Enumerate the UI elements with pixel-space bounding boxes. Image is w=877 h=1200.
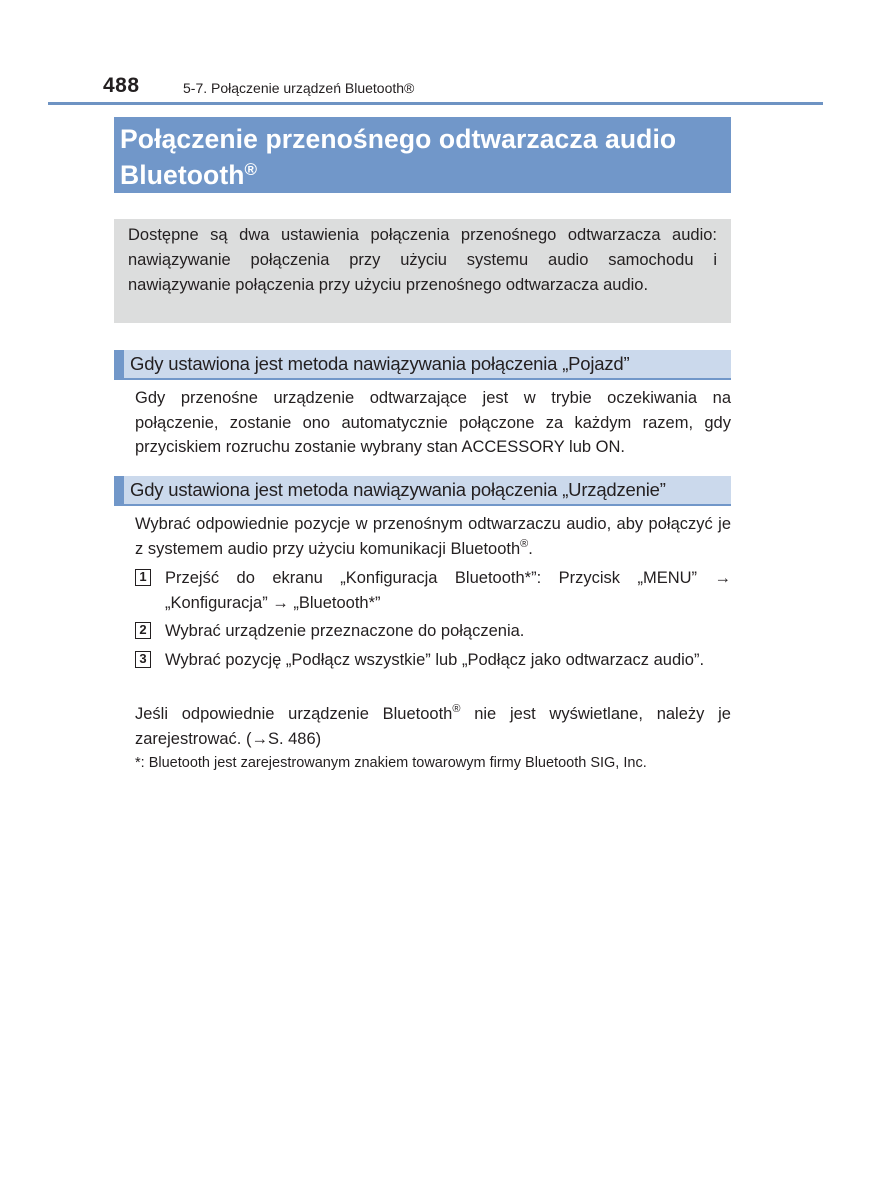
- title-band: [114, 117, 731, 193]
- step-text: Wybrać pozycję „Podłącz wszystkie” lub „Podłącz jako odtwarzacz audio”.: [165, 651, 705, 669]
- running-header: 5-7. Połączenie urządzeń Bluetooth®: [183, 80, 415, 96]
- heading-device-mode: Gdy ustawiona jest metoda nawiązywania połączenia „Urządzenie”: [114, 476, 731, 506]
- device-mode-text-main: Wybrać odpowiednie pozycje w przenośnym odtwarzaczu audio, aby połączyć je z systemem audio przy użyciu komunikacji Bluetooth: [135, 515, 731, 558]
- page-title-line2: Bluetooth: [120, 160, 245, 190]
- step-3: [135, 648, 731, 673]
- header-rule: [48, 102, 823, 105]
- step-1: [135, 566, 731, 615]
- step-text: Przejść do ekranu „Konfiguracja Bluetooth*”: Przycisk „MENU” → „Konfiguracja” → „Bluetooth*”: [165, 569, 731, 612]
- registered-mark: ®: [244, 160, 258, 179]
- registered-mark: ®: [452, 703, 461, 715]
- vehicle-mode-text: Gdy przenośne urządzenie odtwarzające jest w trybie oczekiwania na połączenie, zostanie ono automatycznie połączone za każdym razem, gdy przyciskiem rozruchu zostanie wybrany stan ACCESSORY lub ON.: [135, 389, 731, 456]
- intro-box: [114, 219, 731, 323]
- page-title: [120, 121, 731, 193]
- heading-vehicle-mode: Gdy ustawiona jest metoda nawiązywania połączenia „Pojazd”: [114, 350, 731, 380]
- page-number: 488: [103, 74, 140, 97]
- step-2: [135, 619, 731, 644]
- device-mode-text: [135, 512, 731, 561]
- step-number: 1: [135, 569, 151, 586]
- step-number: 3: [135, 651, 151, 668]
- step-text: Wybrać urządzenie przeznaczone do połączenia.: [165, 622, 525, 640]
- device-mode-text-end: .: [528, 539, 533, 558]
- trademark-footnote: *: Bluetooth jest zarejestrowanym znakiem towarowym firmy Bluetooth SIG, Inc.: [135, 755, 647, 771]
- page-title-line1: Połączenie przenośnego odtwarzacza audio: [120, 124, 677, 154]
- intro-text: Dostępne są dwa ustawienia połączenia przenośnego odtwarzacza audio: nawiązywanie połączenia przy użyciu systemu audio samochodu i nawiązywanie połączenia przy użyciu przenośnego odtwarzacza audio.: [128, 226, 717, 294]
- registered-mark: ®: [520, 537, 529, 550]
- note-text-end: nie jest wyświetlane, należy je zarejestrować. (→S. 486): [135, 705, 731, 748]
- not-displayed-note: [135, 702, 731, 751]
- step-number: 2: [135, 622, 151, 639]
- note-text-start: Jeśli odpowiednie urządzenie Bluetooth: [135, 705, 453, 723]
